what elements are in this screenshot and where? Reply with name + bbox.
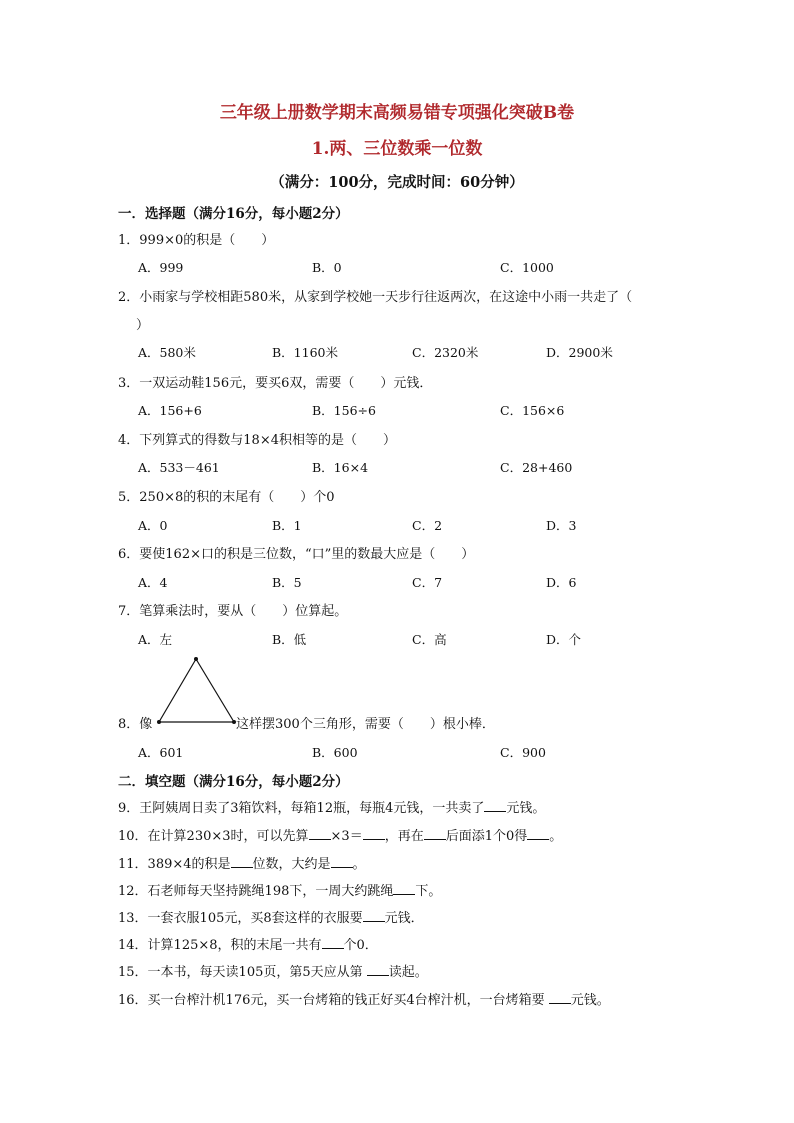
q16-text-1: 16．买一台榨汁机176元，买一台烤箱的钱正好买4台榨汁机，一台烤箱要 — [118, 993, 545, 1008]
question-8-rest: 这样摆300个三角形，需要（ ）根小棒． — [236, 717, 495, 732]
triangle-vertex-left — [157, 720, 161, 724]
answer-blank[interactable] — [424, 827, 446, 840]
q5-option-d: D．3 — [546, 518, 577, 533]
q5-option-b: B．1 — [272, 518, 302, 533]
q14-text-1: 14．计算125×8，积的末尾一共有 — [118, 938, 322, 953]
q8-option-c: C．900 — [500, 745, 546, 760]
question-10 — [118, 825, 562, 844]
q14-text-2: 个0． — [343, 938, 378, 953]
question-15 — [118, 961, 428, 980]
answer-blank[interactable] — [231, 855, 253, 868]
q1-option-a: A．999 — [138, 260, 184, 275]
q10-text-4: 后面添1个0得 — [445, 829, 528, 844]
q11-text-1: 11．389×4的积是 — [118, 857, 231, 872]
question-12 — [118, 880, 441, 899]
q16-text-2: 元钱。 — [570, 993, 610, 1008]
triangle-stick-right — [196, 659, 234, 722]
question-8-start: 8．像 — [118, 717, 153, 732]
question-16 — [118, 989, 610, 1008]
answer-blank[interactable] — [363, 909, 385, 922]
q6-option-b: B．5 — [272, 575, 302, 590]
q2-option-b: B．1160米 — [272, 345, 338, 360]
q13-text-2: 元钱． — [384, 911, 424, 926]
q13-text-1: 13．一套衣服105元，买8套这样的衣服要 — [118, 911, 363, 926]
q15-text-1: 15．一本书，每天读105页，第5天应从第 — [118, 965, 363, 980]
q6-option-d: D．6 — [546, 575, 577, 590]
q6-option-c: C．7 — [412, 575, 443, 590]
answer-blank[interactable] — [322, 936, 344, 949]
q7-option-a: A．左 — [138, 632, 173, 647]
question-2-continued: ） — [136, 318, 150, 333]
q5-option-a: A．0 — [138, 518, 168, 533]
q3-option-b: B．156÷6 — [312, 403, 376, 418]
q2-option-a: A．580米 — [138, 345, 196, 360]
q9-text-1: 9．王阿姨周日卖了3箱饮料，每箱12瓶，每瓶4元钱，一共卖了 — [118, 801, 485, 816]
answer-blank[interactable] — [549, 991, 571, 1004]
q8-option-a: A．601 — [138, 745, 184, 760]
question-5: 5．250×8的积的末尾有（ ）个0 — [118, 490, 335, 505]
question-4: 4．下列算式的得数与18×4积相等的是（ ） — [118, 433, 396, 448]
question-7: 7．笔算乘法时，要从（ ）位算起。 — [118, 604, 348, 619]
q10-text-3: ，再在 — [384, 829, 424, 844]
question-6: 6．要使162×口的积是三位数，“口”里的数最大应是（ ） — [118, 547, 475, 562]
q4-option-b: B．16×4 — [312, 460, 369, 475]
q3-option-c: C．156×6 — [500, 403, 565, 418]
q9-text-2: 元钱。 — [506, 801, 546, 816]
q8-option-b: B．600 — [312, 745, 358, 760]
q11-text-3: 。 — [352, 857, 366, 872]
section-heading-fill: 二．填空题（满分16分，每小题2分） — [118, 774, 349, 790]
q2-option-c: C．2320米 — [412, 345, 479, 360]
answer-blank[interactable] — [331, 855, 353, 868]
q7-option-d: D．个 — [546, 632, 582, 647]
q7-option-c: C．高 — [412, 632, 447, 647]
answer-blank[interactable] — [484, 799, 506, 812]
q2-option-d: D．2900米 — [546, 345, 613, 360]
triangle-stick-left — [159, 659, 196, 722]
q6-option-a: A．4 — [138, 575, 168, 590]
q12-text-1: 12．石老师每天坚持跳绳198下，一周大约跳绳 — [118, 884, 394, 899]
question-13 — [118, 907, 424, 926]
question-1: 1．999×0的积是（ ） — [118, 233, 275, 248]
q10-text-1: 10．在计算230×3时，可以先算 — [118, 829, 309, 844]
q10-text-5: 。 — [549, 829, 563, 844]
answer-blank[interactable] — [393, 882, 415, 895]
q1-option-c: C．1000 — [500, 260, 554, 275]
q1-option-b: B．0 — [312, 260, 342, 275]
q15-text-2: 读起。 — [388, 965, 428, 980]
score-time-info: （满分：100分，完成时间：60分钟） — [270, 174, 524, 191]
q10-text-2: ×3＝ — [330, 829, 363, 844]
question-14 — [118, 934, 378, 953]
section-heading-choice: 一．选择题（满分16分，每小题2分） — [118, 206, 349, 222]
question-2: 2．小雨家与学校相距580米，从家到学校她一天步行往返两次，在这途中小雨一共走了（ — [118, 290, 633, 305]
answer-blank[interactable] — [309, 827, 331, 840]
answer-blank[interactable] — [527, 827, 549, 840]
triangle-vertex-top — [194, 657, 198, 661]
answer-blank[interactable] — [363, 827, 385, 840]
q3-option-a: A．156+6 — [138, 403, 202, 418]
triangle-figure — [150, 650, 240, 730]
q4-option-a: A．533－461 — [138, 460, 220, 475]
question-11 — [118, 853, 366, 872]
question-9 — [118, 797, 545, 816]
q11-text-2: 位数，大约是 — [252, 857, 331, 872]
chapter-title: 1.两、三位数乘一位数 — [311, 139, 483, 159]
answer-blank[interactable] — [367, 963, 389, 976]
q5-option-c: C．2 — [412, 518, 443, 533]
question-3: 3．一双运动鞋156元，要买6双，需要（ ）元钱． — [118, 376, 433, 391]
page-title: 三年级上册数学期末高频易错专项强化突破B卷 — [219, 103, 575, 123]
q4-option-c: C．28+460 — [500, 460, 573, 475]
q12-text-2: 下。 — [415, 884, 442, 899]
q7-option-b: B．低 — [272, 632, 307, 647]
